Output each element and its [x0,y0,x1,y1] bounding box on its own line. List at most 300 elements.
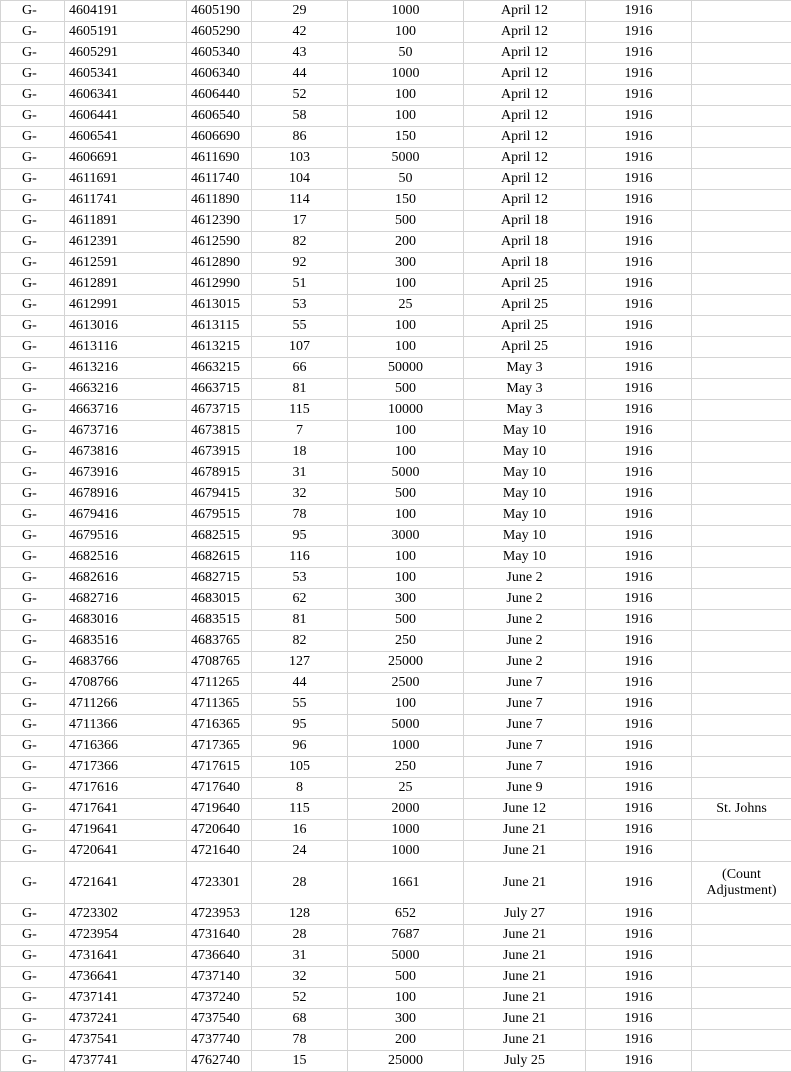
year-cell[interactable]: 1916 [586,673,692,694]
quantity-cell[interactable]: 5000 [348,715,464,736]
quantity-cell[interactable]: 100 [348,547,464,568]
quantity-cell[interactable]: 200 [348,232,464,253]
year-cell[interactable]: 1916 [586,484,692,505]
number-cell[interactable]: 53 [252,295,348,316]
date-cell[interactable]: July 27 [464,904,586,925]
serial-start-cell[interactable]: 4682616 [65,568,187,589]
serial-end-cell[interactable]: 4682715 [187,568,252,589]
prefix-cell[interactable]: G- [1,568,65,589]
serial-end-cell[interactable]: 4611690 [187,148,252,169]
number-cell[interactable]: 68 [252,1009,348,1030]
date-cell[interactable]: April 25 [464,316,586,337]
serial-end-cell[interactable]: 4723953 [187,904,252,925]
quantity-cell[interactable]: 5000 [348,148,464,169]
number-cell[interactable]: 78 [252,1030,348,1051]
serial-end-cell[interactable]: 4613115 [187,316,252,337]
note-cell[interactable] [692,463,791,484]
note-cell[interactable] [692,274,791,295]
prefix-cell[interactable]: G- [1,43,65,64]
number-cell[interactable]: 32 [252,484,348,505]
number-cell[interactable]: 62 [252,589,348,610]
note-cell[interactable] [692,820,791,841]
serial-start-cell[interactable]: 4612891 [65,274,187,295]
quantity-cell[interactable]: 2500 [348,673,464,694]
serial-start-cell[interactable]: 4708766 [65,673,187,694]
quantity-cell[interactable]: 300 [348,589,464,610]
date-cell[interactable]: June 21 [464,967,586,988]
year-cell[interactable]: 1916 [586,820,692,841]
note-cell[interactable] [692,1,791,22]
serial-start-cell[interactable]: 4612591 [65,253,187,274]
year-cell[interactable]: 1916 [586,169,692,190]
serial-end-cell[interactable]: 4737540 [187,1009,252,1030]
serial-end-cell[interactable]: 4717365 [187,736,252,757]
serial-end-cell[interactable]: 4606540 [187,106,252,127]
note-cell[interactable] [692,64,791,85]
note-cell[interactable] [692,484,791,505]
date-cell[interactable]: April 12 [464,22,586,43]
serial-end-cell[interactable]: 4716365 [187,715,252,736]
prefix-cell[interactable]: G- [1,526,65,547]
prefix-cell[interactable]: G- [1,799,65,820]
serial-end-cell[interactable]: 4736640 [187,946,252,967]
serial-start-cell[interactable]: 4606691 [65,148,187,169]
serial-end-cell[interactable]: 4611740 [187,169,252,190]
prefix-cell[interactable]: G- [1,694,65,715]
date-cell[interactable]: June 21 [464,988,586,1009]
number-cell[interactable]: 28 [252,925,348,946]
number-cell[interactable]: 16 [252,820,348,841]
quantity-cell[interactable]: 5000 [348,463,464,484]
number-cell[interactable]: 24 [252,841,348,862]
number-cell[interactable]: 92 [252,253,348,274]
serial-end-cell[interactable]: 4613215 [187,337,252,358]
serial-end-cell[interactable]: 4606690 [187,127,252,148]
date-cell[interactable]: April 12 [464,148,586,169]
number-cell[interactable]: 44 [252,64,348,85]
note-cell[interactable] [692,610,791,631]
serial-end-cell[interactable]: 4721640 [187,841,252,862]
quantity-cell[interactable]: 1000 [348,820,464,841]
number-cell[interactable]: 32 [252,967,348,988]
serial-start-cell[interactable]: 4679416 [65,505,187,526]
serial-end-cell[interactable]: 4717640 [187,778,252,799]
prefix-cell[interactable]: G- [1,295,65,316]
serial-start-cell[interactable]: 4716366 [65,736,187,757]
date-cell[interactable]: June 2 [464,610,586,631]
year-cell[interactable]: 1916 [586,358,692,379]
year-cell[interactable]: 1916 [586,190,692,211]
date-cell[interactable]: June 21 [464,1030,586,1051]
year-cell[interactable]: 1916 [586,22,692,43]
serial-start-cell[interactable]: 4611741 [65,190,187,211]
serial-end-cell[interactable]: 4683765 [187,631,252,652]
serial-start-cell[interactable]: 4605341 [65,64,187,85]
note-cell[interactable] [692,253,791,274]
quantity-cell[interactable]: 10000 [348,400,464,421]
prefix-cell[interactable]: G- [1,967,65,988]
year-cell[interactable]: 1916 [586,505,692,526]
year-cell[interactable]: 1916 [586,211,692,232]
date-cell[interactable]: June 12 [464,799,586,820]
number-cell[interactable]: 82 [252,232,348,253]
year-cell[interactable]: 1916 [586,610,692,631]
date-cell[interactable]: May 10 [464,463,586,484]
serial-end-cell[interactable]: 4663215 [187,358,252,379]
number-cell[interactable]: 29 [252,1,348,22]
date-cell[interactable]: May 10 [464,505,586,526]
serial-end-cell[interactable]: 4673915 [187,442,252,463]
prefix-cell[interactable]: G- [1,547,65,568]
year-cell[interactable]: 1916 [586,652,692,673]
prefix-cell[interactable]: G- [1,379,65,400]
year-cell[interactable]: 1916 [586,43,692,64]
serial-start-cell[interactable]: 4611691 [65,169,187,190]
date-cell[interactable]: April 18 [464,253,586,274]
number-cell[interactable]: 31 [252,463,348,484]
note-cell[interactable] [692,946,791,967]
quantity-cell[interactable]: 100 [348,505,464,526]
number-cell[interactable]: 58 [252,106,348,127]
quantity-cell[interactable]: 100 [348,316,464,337]
date-cell[interactable]: June 2 [464,589,586,610]
number-cell[interactable]: 43 [252,43,348,64]
prefix-cell[interactable]: G- [1,505,65,526]
note-cell[interactable] [692,694,791,715]
note-cell[interactable] [692,400,791,421]
note-cell[interactable] [692,43,791,64]
number-cell[interactable]: 107 [252,337,348,358]
serial-start-cell[interactable]: 4682716 [65,589,187,610]
prefix-cell[interactable]: G- [1,484,65,505]
year-cell[interactable]: 1916 [586,631,692,652]
number-cell[interactable]: 96 [252,736,348,757]
date-cell[interactable]: June 21 [464,1009,586,1030]
serial-start-cell[interactable]: 4723954 [65,925,187,946]
note-cell[interactable] [692,85,791,106]
date-cell[interactable]: April 12 [464,43,586,64]
number-cell[interactable]: 81 [252,610,348,631]
number-cell[interactable]: 95 [252,526,348,547]
year-cell[interactable]: 1916 [586,463,692,484]
year-cell[interactable]: 1916 [586,1051,692,1072]
prefix-cell[interactable]: G- [1,862,65,904]
number-cell[interactable]: 18 [252,442,348,463]
note-cell[interactable] [692,190,791,211]
date-cell[interactable]: April 18 [464,232,586,253]
serial-start-cell[interactable]: 4613016 [65,316,187,337]
serial-start-cell[interactable]: 4673816 [65,442,187,463]
note-cell[interactable] [692,631,791,652]
date-cell[interactable]: June 7 [464,736,586,757]
prefix-cell[interactable]: G- [1,946,65,967]
note-cell[interactable] [692,757,791,778]
year-cell[interactable]: 1916 [586,526,692,547]
serial-start-cell[interactable]: 4605191 [65,22,187,43]
serial-end-cell[interactable]: 4606440 [187,85,252,106]
serial-start-cell[interactable]: 4717366 [65,757,187,778]
year-cell[interactable]: 1916 [586,988,692,1009]
date-cell[interactable]: May 10 [464,442,586,463]
number-cell[interactable]: 115 [252,799,348,820]
number-cell[interactable]: 44 [252,673,348,694]
year-cell[interactable]: 1916 [586,946,692,967]
prefix-cell[interactable]: G- [1,820,65,841]
prefix-cell[interactable]: G- [1,190,65,211]
number-cell[interactable]: 78 [252,505,348,526]
prefix-cell[interactable]: G- [1,400,65,421]
note-cell[interactable] [692,148,791,169]
prefix-cell[interactable]: G- [1,148,65,169]
number-cell[interactable]: 127 [252,652,348,673]
note-cell[interactable] [692,232,791,253]
note-cell[interactable] [692,442,791,463]
serial-start-cell[interactable]: 4613216 [65,358,187,379]
year-cell[interactable]: 1916 [586,85,692,106]
serial-start-cell[interactable]: 4613116 [65,337,187,358]
quantity-cell[interactable]: 25 [348,778,464,799]
note-cell[interactable] [692,169,791,190]
serial-start-cell[interactable]: 4711366 [65,715,187,736]
prefix-cell[interactable]: G- [1,925,65,946]
note-cell[interactable] [692,589,791,610]
year-cell[interactable]: 1916 [586,967,692,988]
quantity-cell[interactable]: 150 [348,127,464,148]
serial-end-cell[interactable]: 4737740 [187,1030,252,1051]
prefix-cell[interactable]: G- [1,1051,65,1072]
date-cell[interactable]: June 21 [464,862,586,904]
year-cell[interactable]: 1916 [586,400,692,421]
serial-start-cell[interactable]: 4737741 [65,1051,187,1072]
year-cell[interactable]: 1916 [586,1009,692,1030]
date-cell[interactable]: April 25 [464,337,586,358]
date-cell[interactable]: May 3 [464,400,586,421]
serial-start-cell[interactable]: 4663216 [65,379,187,400]
prefix-cell[interactable]: G- [1,358,65,379]
year-cell[interactable]: 1916 [586,925,692,946]
number-cell[interactable]: 81 [252,379,348,400]
number-cell[interactable]: 104 [252,169,348,190]
note-cell[interactable] [692,379,791,400]
serial-end-cell[interactable]: 4612590 [187,232,252,253]
note-cell[interactable] [692,127,791,148]
serial-end-cell[interactable]: 4682615 [187,547,252,568]
serial-end-cell[interactable]: 4737140 [187,967,252,988]
serial-end-cell[interactable]: 4719640 [187,799,252,820]
year-cell[interactable]: 1916 [586,778,692,799]
serial-start-cell[interactable]: 4673916 [65,463,187,484]
year-cell[interactable]: 1916 [586,904,692,925]
date-cell[interactable]: May 10 [464,526,586,547]
note-cell[interactable] [692,988,791,1009]
serial-end-cell[interactable]: 4679515 [187,505,252,526]
note-cell[interactable] [692,652,791,673]
serial-start-cell[interactable]: 4611891 [65,211,187,232]
note-cell[interactable] [692,904,791,925]
serial-end-cell[interactable]: 4711265 [187,673,252,694]
serial-start-cell[interactable]: 4736641 [65,967,187,988]
serial-start-cell[interactable]: 4683766 [65,652,187,673]
number-cell[interactable]: 115 [252,400,348,421]
year-cell[interactable]: 1916 [586,862,692,904]
year-cell[interactable]: 1916 [586,589,692,610]
date-cell[interactable]: June 2 [464,631,586,652]
quantity-cell[interactable]: 2000 [348,799,464,820]
quantity-cell[interactable]: 100 [348,694,464,715]
serial-end-cell[interactable]: 4762740 [187,1051,252,1072]
serial-end-cell[interactable]: 4612990 [187,274,252,295]
date-cell[interactable]: June 2 [464,652,586,673]
number-cell[interactable]: 17 [252,211,348,232]
quantity-cell[interactable]: 500 [348,967,464,988]
serial-end-cell[interactable]: 4611890 [187,190,252,211]
number-cell[interactable]: 55 [252,694,348,715]
quantity-cell[interactable]: 250 [348,631,464,652]
prefix-cell[interactable]: G- [1,274,65,295]
number-cell[interactable]: 31 [252,946,348,967]
quantity-cell[interactable]: 250 [348,757,464,778]
date-cell[interactable]: April 12 [464,190,586,211]
note-cell[interactable] [692,295,791,316]
year-cell[interactable]: 1916 [586,379,692,400]
number-cell[interactable]: 95 [252,715,348,736]
date-cell[interactable]: June 21 [464,946,586,967]
year-cell[interactable]: 1916 [586,841,692,862]
prefix-cell[interactable]: G- [1,904,65,925]
serial-end-cell[interactable]: 4663715 [187,379,252,400]
serial-start-cell[interactable]: 4673716 [65,421,187,442]
note-cell[interactable] [692,778,791,799]
number-cell[interactable]: 15 [252,1051,348,1072]
prefix-cell[interactable]: G- [1,715,65,736]
serial-start-cell[interactable]: 4612991 [65,295,187,316]
serial-start-cell[interactable]: 4606541 [65,127,187,148]
quantity-cell[interactable]: 1661 [348,862,464,904]
date-cell[interactable]: May 3 [464,358,586,379]
number-cell[interactable]: 28 [252,862,348,904]
date-cell[interactable]: April 12 [464,1,586,22]
quantity-cell[interactable]: 652 [348,904,464,925]
year-cell[interactable]: 1916 [586,736,692,757]
number-cell[interactable]: 52 [252,988,348,1009]
quantity-cell[interactable]: 5000 [348,946,464,967]
serial-start-cell[interactable]: 4605291 [65,43,187,64]
serial-end-cell[interactable]: 4605340 [187,43,252,64]
serial-start-cell[interactable]: 4606441 [65,106,187,127]
note-cell[interactable] [692,841,791,862]
date-cell[interactable]: June 7 [464,673,586,694]
prefix-cell[interactable]: G- [1,169,65,190]
note-cell[interactable]: St. Johns [692,799,791,820]
quantity-cell[interactable]: 100 [348,421,464,442]
serial-start-cell[interactable]: 4737141 [65,988,187,1009]
prefix-cell[interactable]: G- [1,610,65,631]
serial-end-cell[interactable]: 4683015 [187,589,252,610]
number-cell[interactable]: 82 [252,631,348,652]
year-cell[interactable]: 1916 [586,295,692,316]
serial-end-cell[interactable]: 4737240 [187,988,252,1009]
prefix-cell[interactable]: G- [1,85,65,106]
serial-start-cell[interactable]: 4720641 [65,841,187,862]
number-cell[interactable]: 103 [252,148,348,169]
number-cell[interactable]: 51 [252,274,348,295]
quantity-cell[interactable]: 25000 [348,1051,464,1072]
serial-end-cell[interactable]: 4717615 [187,757,252,778]
year-cell[interactable]: 1916 [586,757,692,778]
note-cell[interactable] [692,1009,791,1030]
serial-start-cell[interactable]: 4719641 [65,820,187,841]
note-cell[interactable] [692,22,791,43]
note-cell[interactable] [692,568,791,589]
note-cell[interactable] [692,211,791,232]
prefix-cell[interactable]: G- [1,64,65,85]
note-cell[interactable] [692,421,791,442]
quantity-cell[interactable]: 100 [348,442,464,463]
year-cell[interactable]: 1916 [586,1,692,22]
prefix-cell[interactable]: G- [1,589,65,610]
serial-start-cell[interactable]: 4606341 [65,85,187,106]
quantity-cell[interactable]: 100 [348,22,464,43]
serial-start-cell[interactable]: 4737541 [65,1030,187,1051]
prefix-cell[interactable]: G- [1,736,65,757]
date-cell[interactable]: April 12 [464,127,586,148]
serial-end-cell[interactable]: 4605190 [187,1,252,22]
serial-end-cell[interactable]: 4731640 [187,925,252,946]
note-cell[interactable] [692,736,791,757]
prefix-cell[interactable]: G- [1,127,65,148]
prefix-cell[interactable]: G- [1,631,65,652]
prefix-cell[interactable]: G- [1,778,65,799]
serial-start-cell[interactable]: 4678916 [65,484,187,505]
year-cell[interactable]: 1916 [586,274,692,295]
serial-start-cell[interactable]: 4711266 [65,694,187,715]
serial-start-cell[interactable]: 4683516 [65,631,187,652]
prefix-cell[interactable]: G- [1,421,65,442]
serial-end-cell[interactable]: 4613015 [187,295,252,316]
date-cell[interactable]: May 10 [464,547,586,568]
number-cell[interactable]: 114 [252,190,348,211]
note-cell[interactable] [692,967,791,988]
quantity-cell[interactable]: 300 [348,253,464,274]
year-cell[interactable]: 1916 [586,694,692,715]
quantity-cell[interactable]: 50000 [348,358,464,379]
year-cell[interactable]: 1916 [586,337,692,358]
serial-start-cell[interactable]: 4717616 [65,778,187,799]
date-cell[interactable]: June 9 [464,778,586,799]
year-cell[interactable]: 1916 [586,253,692,274]
note-cell[interactable] [692,358,791,379]
quantity-cell[interactable]: 500 [348,610,464,631]
note-cell[interactable] [692,106,791,127]
serial-end-cell[interactable]: 4612890 [187,253,252,274]
serial-start-cell[interactable]: 4721641 [65,862,187,904]
date-cell[interactable]: June 7 [464,694,586,715]
quantity-cell[interactable]: 7687 [348,925,464,946]
date-cell[interactable]: April 18 [464,211,586,232]
number-cell[interactable]: 7 [252,421,348,442]
date-cell[interactable]: April 12 [464,169,586,190]
serial-start-cell[interactable]: 4612391 [65,232,187,253]
note-cell[interactable] [692,862,791,904]
year-cell[interactable]: 1916 [586,715,692,736]
serial-end-cell[interactable]: 4673815 [187,421,252,442]
date-cell[interactable]: June 21 [464,820,586,841]
serial-end-cell[interactable]: 4606340 [187,64,252,85]
serial-end-cell[interactable]: 4673715 [187,400,252,421]
date-cell[interactable]: June 7 [464,715,586,736]
serial-end-cell[interactable]: 4708765 [187,652,252,673]
prefix-cell[interactable]: G- [1,988,65,1009]
